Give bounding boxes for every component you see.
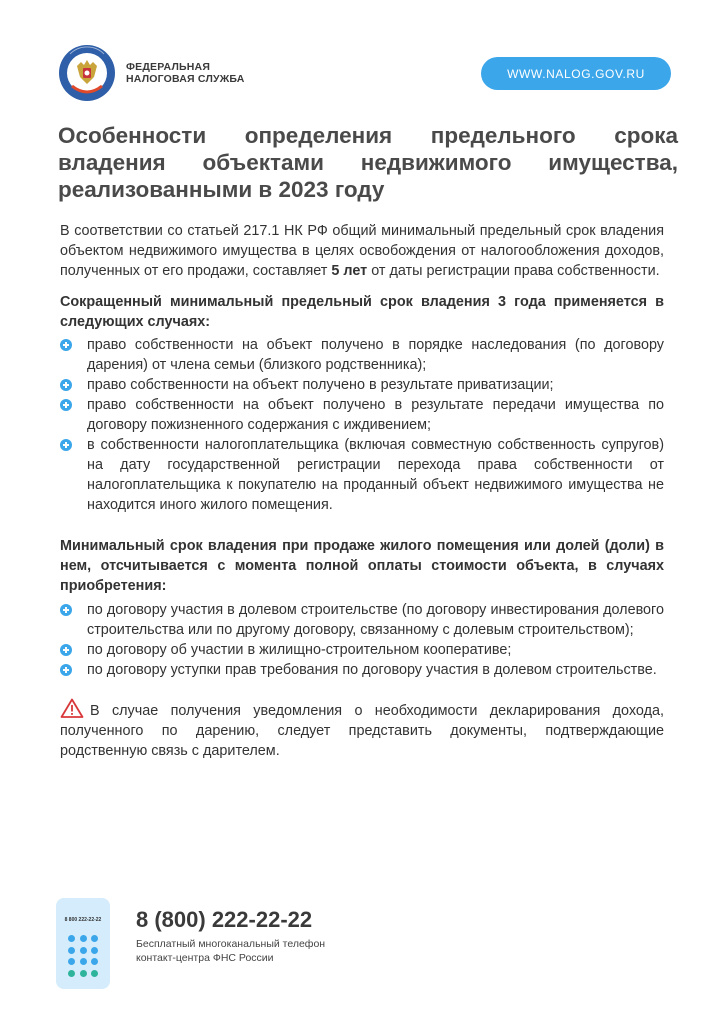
list-item-text: по договору уступки прав требования по договору участия в долевом строительстве. (87, 662, 657, 678)
intro-text: В соответствии со статьей 217.1 НК РФ общий минимальный предельный срок владения объектом недвижимого имущества в целях освобождения от налогообложения доходов, полученных от его продажи, составляет (60, 223, 664, 279)
phone-illustration (56, 898, 110, 989)
warning-note-text: В случае получения уведомления о необходимости декларирования дохода, полученного по дарению, следует представить документы, подтверждающие родственную связь с дарителем. (60, 703, 664, 759)
list-item-text: право собственности на объект получено в порядке наследования (по договору дарения) от члена семьи (близкого родственника); (87, 337, 664, 373)
list-item (60, 375, 664, 395)
hotline-description-line2: контакт-центра ФНС России (136, 952, 274, 964)
list-item (60, 395, 664, 435)
list-item-text: по договору об участии в жилищно-строительном кооперативе; (87, 642, 512, 658)
org-name-line2: НАЛОГОВАЯ СЛУЖБА (126, 73, 245, 85)
intro-tail: от даты регистрации права собственности. (367, 263, 660, 279)
plus-bullet-icon (60, 379, 72, 391)
site-link-button[interactable]: WWW.NALOG.GOV.RU (481, 57, 671, 90)
list-item-text: по договору участия в долевом строительстве (по договору инвестирования долевого строительства или по другому договору, связанному с долевым строительством); (87, 602, 664, 638)
list-item (60, 435, 664, 515)
hotline-description-line1: Бесплатный многоканальный телефон (136, 938, 326, 950)
list-item (60, 660, 664, 680)
page-title: Особенности определения предельного срока владения объектами недвижимого имущества, реализованными в 2023 году (58, 123, 678, 202)
hotline-description (136, 937, 325, 965)
section1-heading: Сокращенный минимальный предельный срок владения 3 года применяется в следующих случаях: (60, 294, 664, 330)
list-item-text: право собственности на объект получено в результате передачи имущества по договору пожизненного содержания с иждивением; (87, 397, 664, 433)
org-name (126, 61, 245, 85)
plus-bullet-icon (60, 339, 72, 351)
section2-list (60, 600, 664, 680)
warning-note (60, 698, 664, 761)
hotline-phone[interactable]: 8 (800) 222-22-22 (136, 907, 313, 932)
plus-bullet-icon (60, 644, 72, 656)
warning-icon (60, 698, 84, 718)
section1-list (60, 335, 664, 515)
section2-heading: Минимальный срок владения при продаже жилого помещения или долей (доли) в нем, отсчитывается с момента полной оплаты стоимости объекта, в случаях приобретения: (60, 538, 664, 594)
org-name-line1: ФЕДЕРАЛЬНАЯ (126, 61, 211, 73)
fns-emblem-icon (58, 44, 116, 102)
list-item (60, 600, 664, 640)
list-item-text: в собственности налогоплательщика (включая совместную собственность супругов) на дату государственной регистрации перехода права собственности от налогоплательщика к покупателю на проданный объект недвижимого имущества не находится иного жилого помещения. (87, 437, 664, 513)
phone-number-mini: 8 800 222-22-22 (64, 917, 102, 923)
keypad-icon (68, 935, 98, 977)
plus-bullet-icon (60, 439, 72, 451)
plus-bullet-icon (60, 604, 72, 616)
content (60, 221, 664, 761)
list-item (60, 640, 664, 660)
intro-bold: 5 лет (331, 263, 368, 279)
plus-bullet-icon (60, 664, 72, 676)
intro-paragraph (60, 221, 664, 281)
list-item-text: право собственности на объект получено в результате приватизации; (87, 377, 554, 393)
header (58, 44, 671, 106)
list-item (60, 335, 664, 375)
plus-bullet-icon (60, 399, 72, 411)
